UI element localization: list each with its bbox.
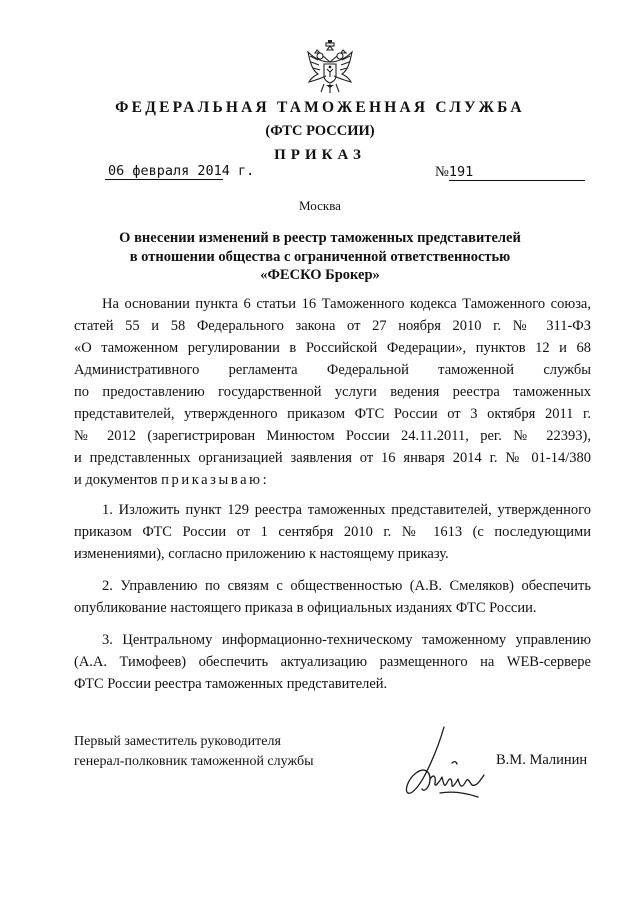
preamble-last-text: и документов: [74, 472, 162, 488]
handwritten-signature: [400, 723, 490, 809]
text-line: ФТС России реестра таможенных представителей.: [74, 676, 388, 692]
order-item-2: [74, 575, 591, 619]
title-line: О внесении изменений в реестр таможенных представителей: [119, 230, 521, 246]
document-type: ПРИКАЗ: [274, 147, 366, 163]
signer-position: [74, 732, 313, 772]
text-line: по предоставлению государственной услуги ведения реестра таможенных: [74, 384, 591, 400]
text-line: опубликование настоящего приказа в официальных изданиях ФТС России.: [74, 600, 537, 616]
text-line: 2. Управлению по связям с общественностью (А.В. Смеляков) обеспечить: [102, 578, 591, 594]
text-line: изменениями), согласно приложению к настоящему приказу.: [74, 546, 449, 562]
document-title: [0, 229, 640, 285]
text-line: и представленных организацией заявления от 16 января 2014 г. № 01-14/380: [74, 450, 591, 466]
document-number-field: [435, 163, 590, 181]
organization-short-name: (ФТС РОССИИ): [265, 123, 375, 139]
text-line: № 2012 (зарегистрирован Минюстом России 24.11.2011, рег. № 22393),: [74, 428, 591, 444]
order-item-3: [74, 629, 591, 695]
title-line: «ФЕСКО Брокер»: [260, 267, 380, 283]
order-item-1: [74, 499, 591, 565]
text-line: представителей, утвержденного приказом ФТС России от 3 октября 2011 г.: [74, 406, 591, 422]
text-line: На основании пункта 6 статьи 16 Таможенного кодекса Таможенного союза,: [102, 296, 591, 312]
organization-name: ФЕДЕРАЛЬНАЯ ТАМОЖЕННАЯ СЛУЖБА: [115, 99, 525, 116]
text-line: (А.А. Тимофеев) обеспечить актуализацию размещенного на WEB-сервере: [74, 654, 591, 670]
document-date: 06 февраля 2014 г.: [105, 163, 223, 180]
text-line: «О таможенном регулировании в Российской Федерации», пунктов 12 и 68: [74, 340, 591, 356]
text-line: 1. Изложить пункт 129 реестра таможенных представителей, утвержденного: [102, 502, 591, 518]
text-line: приказом ФТС России от 1 сентября 2010 г. № 1613 (с последующими: [74, 524, 591, 540]
text-line: 3. Центральному информационно-техническому таможенному управлению: [102, 632, 591, 648]
text-line: Административного регламента Федеральной таможенной службы: [74, 362, 591, 378]
text-line: статей 55 и 58 Федерального закона от 27 ноября 2010 г. № 311-ФЗ: [74, 318, 591, 334]
document-number: 191: [449, 164, 585, 181]
signer-position-line: Первый заместитель руководителя: [74, 734, 281, 749]
preamble-paragraph: [74, 293, 591, 491]
number-sign: №: [435, 164, 449, 180]
document-body: [74, 293, 591, 695]
text-line: [74, 469, 591, 491]
city: Москва: [299, 198, 341, 213]
signer-position-line: генерал-полковник таможенной службы: [74, 754, 314, 769]
order-command: приказываю:: [161, 472, 270, 488]
double-headed-eagle-icon: [304, 40, 356, 96]
signer-name: В.М. Малинин: [496, 752, 588, 768]
title-line: в отношении общества с ограниченной ответственностью: [129, 248, 511, 265]
